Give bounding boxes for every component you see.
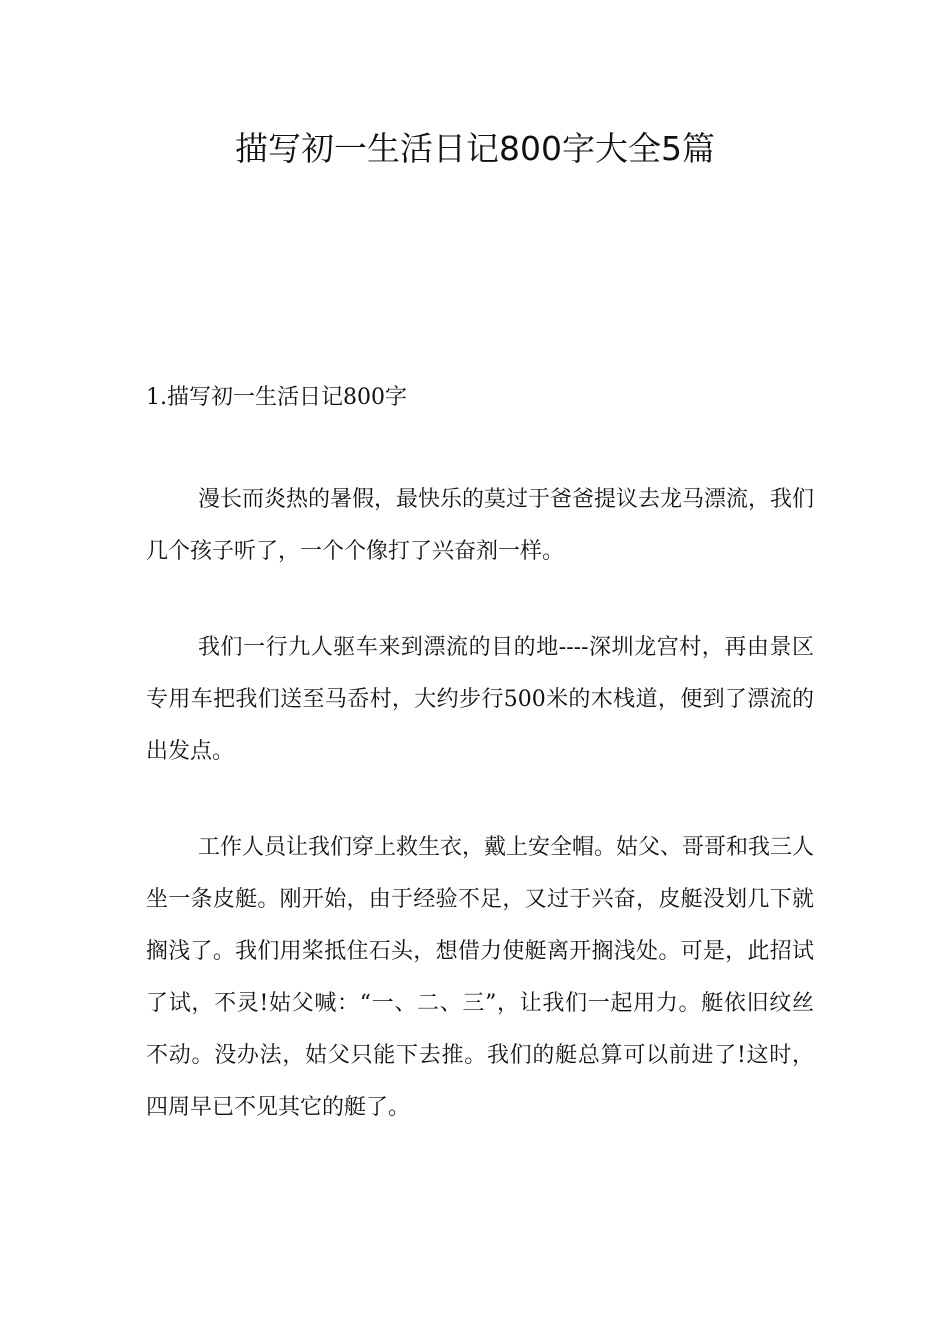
section-heading: 1.描写初一生活日记800字 (146, 385, 407, 410)
document-title: 描写初一生活日记800字大全5篇 (235, 129, 715, 168)
paragraph: 工作人员让我们穿上救生衣，戴上安全帽。姑父、哥哥和我三人坐一条皮艇。刚开始，由于经验不足，又过于兴奋，皮艇没划几下就搁浅了。我们用桨抵住石头，想借力使艇离开搁浅处。可是，此招试了试，不灵!姑父喊：“一、二、三”，让我们一起用力。艇依旧纹丝不动。没办法，姑父只能下去推。我们的艇总算可以前进了!这时，四周早已不见其它的艇了。 (146, 835, 815, 1120)
paragraph: 我们一行九人驱车来到漂流的目的地----深圳龙宫村，再由景区专用车把我们送至马岙村，大约步行500米的木栈道，便到了漂流的出发点。 (146, 635, 814, 764)
paragraph: 漫长而炎热的暑假，最快乐的莫过于爸爸提议去龙马漂流，我们几个孩子听了，一个个像打了兴奋剂一样。 (146, 487, 815, 564)
